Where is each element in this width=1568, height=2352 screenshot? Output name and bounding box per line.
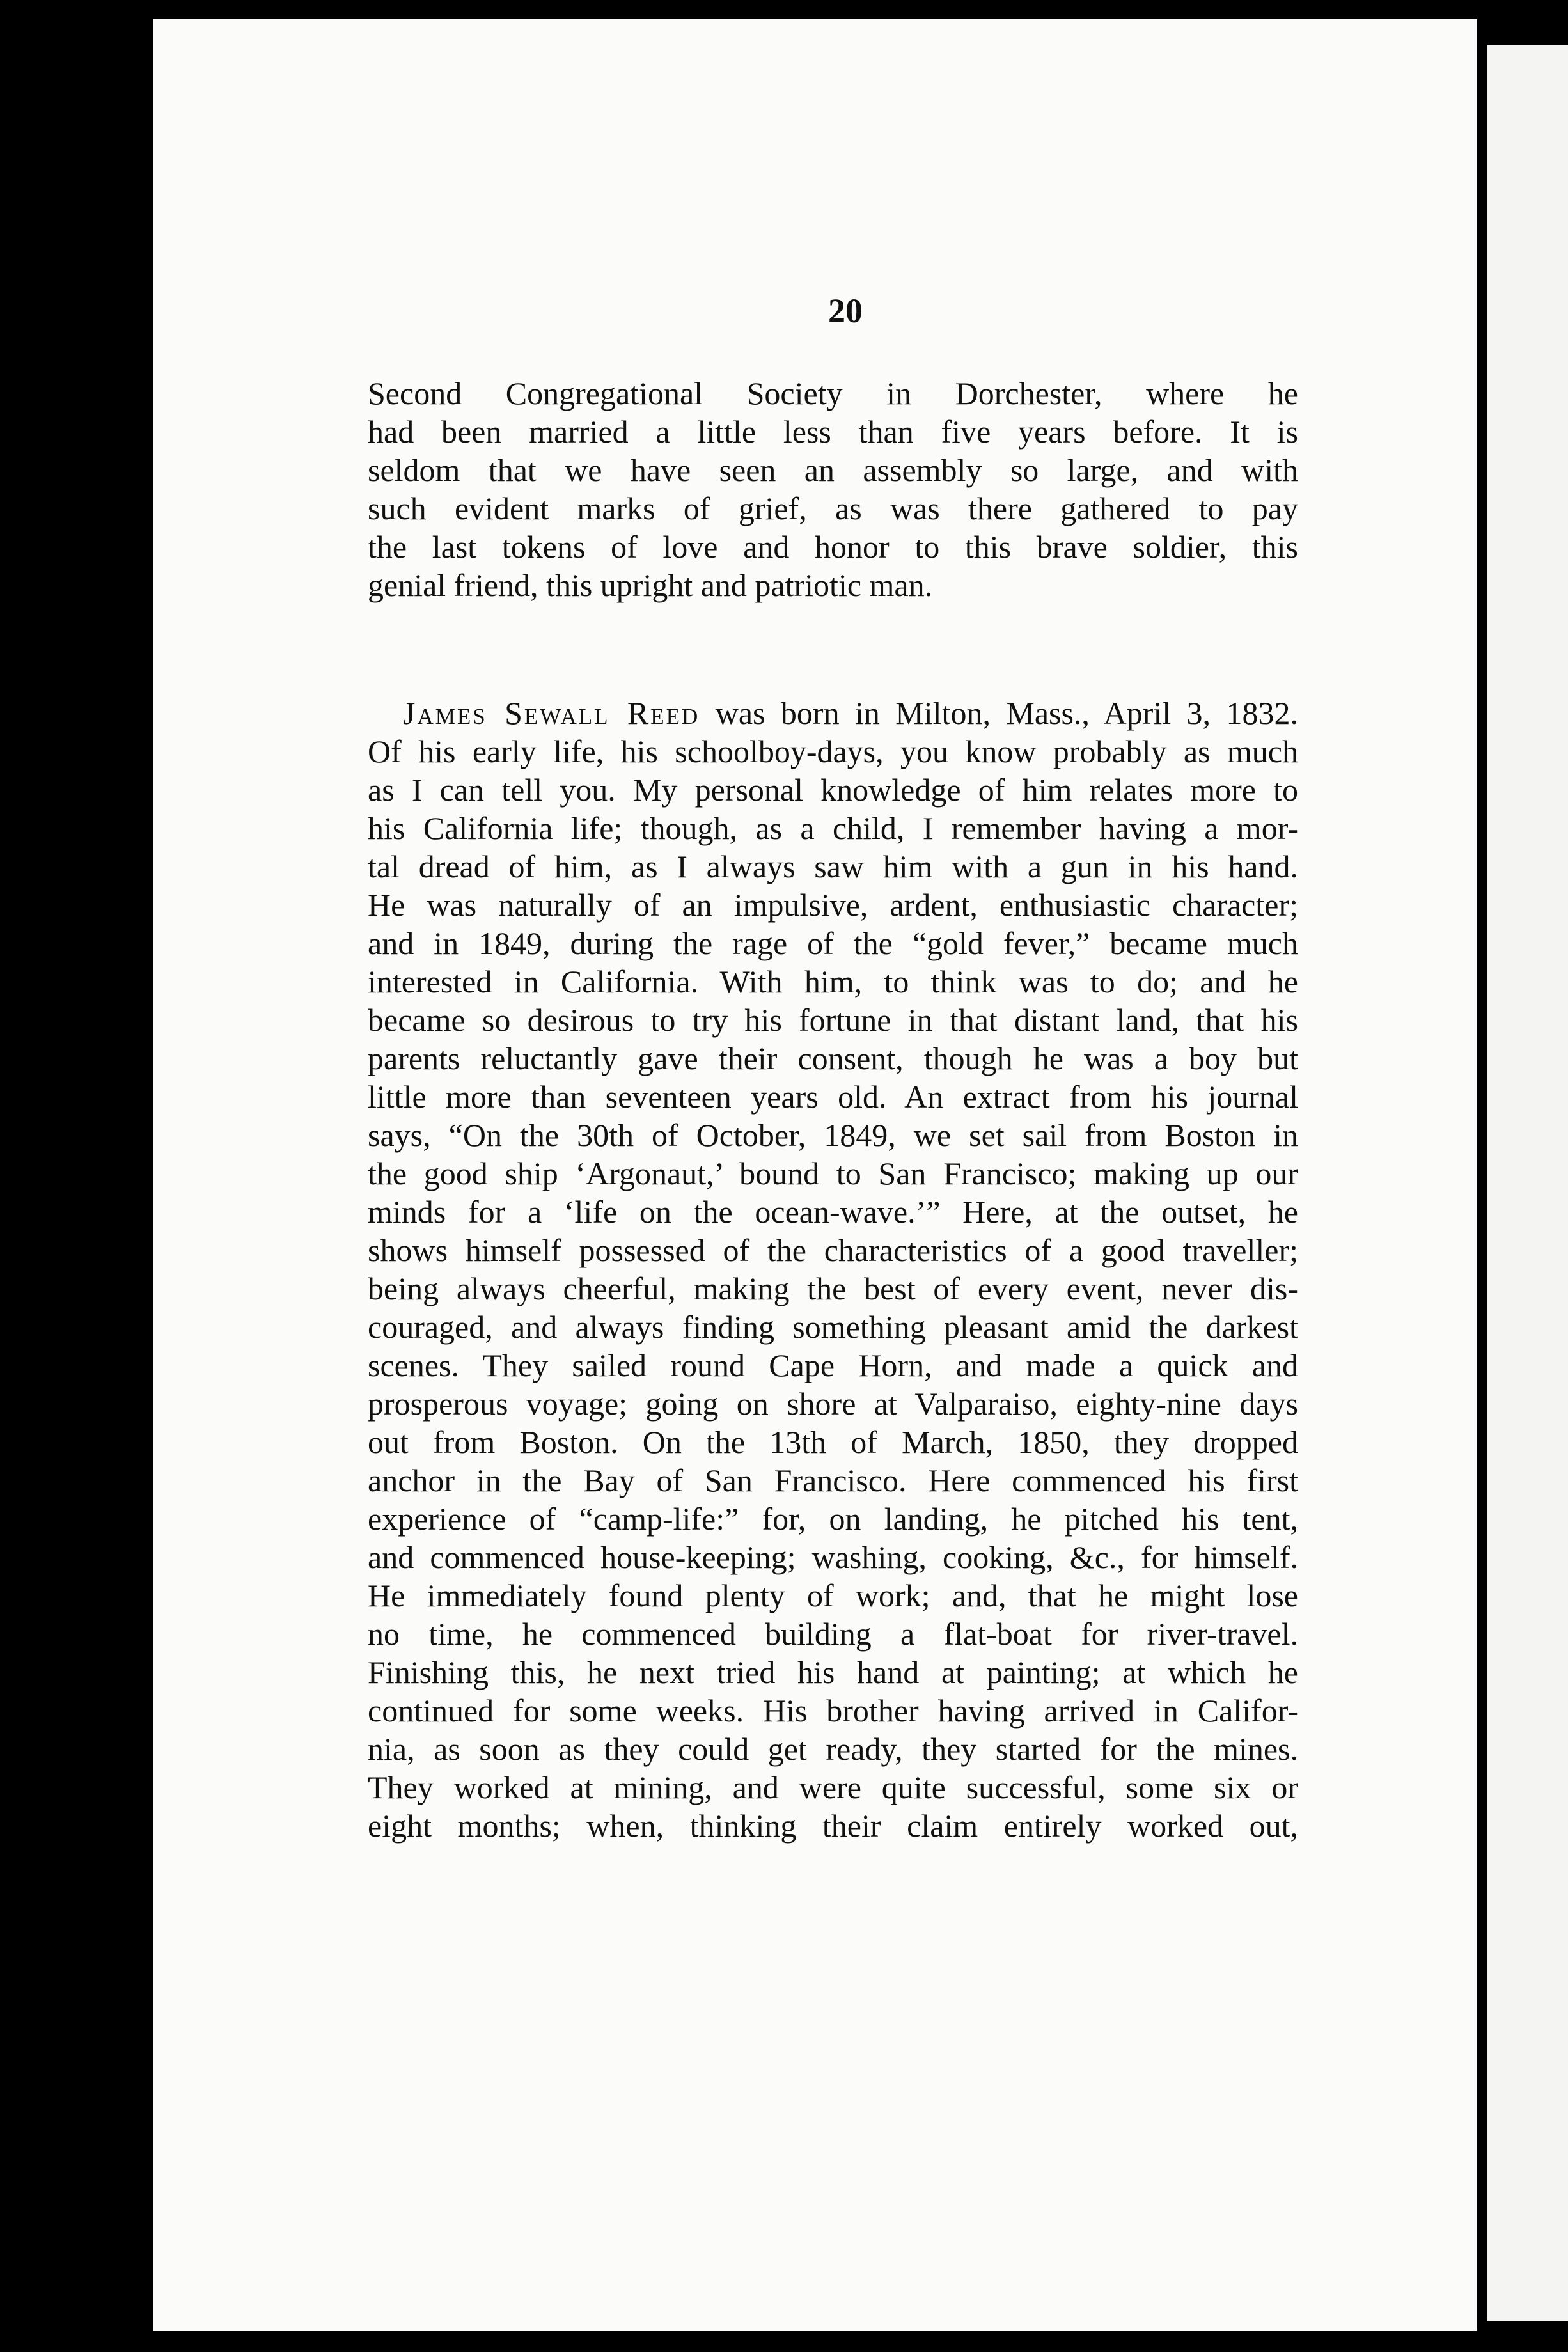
text-line: no time, he commenced building a flat-boat for river-travel. (368, 1616, 1298, 1652)
text-line: parents reluctantly gave their consent, though he was a boy but (368, 1040, 1298, 1076)
text-line: They worked at mining, and were quite successful, some six or (368, 1769, 1298, 1805)
text-line: He immediately found plenty of work; and, that he might lose (368, 1578, 1298, 1613)
text-line: experience of “camp-life:” for, on landing, he pitched his tent, (368, 1501, 1298, 1537)
text-line: as I can tell you. My personal knowledge of him relates more to (368, 772, 1298, 808)
text-line: continued for some weeks. His brother having arrived in Califor- (368, 1693, 1298, 1729)
text-line: and commenced house-keeping; washing, cooking, &c., for himself. (368, 1539, 1298, 1575)
facing-page-edge (1487, 45, 1568, 2321)
text-line: such evident marks of grief, as was there gathered to pay (368, 490, 1298, 526)
text-line: the good ship ‘Argonaut,’ bound to San Francisco; making up our (368, 1156, 1298, 1191)
text-line: anchor in the Bay of San Francisco. Here commenced his first (368, 1462, 1298, 1498)
text-line: seldom that we have seen an assembly so large, and with (368, 452, 1298, 488)
text-line: nia, as soon as they could get ready, they started for the mines. (368, 1731, 1298, 1767)
text-line: his California life; though, as a child, I remember having a mor- (368, 810, 1298, 846)
text-line: Of his early life, his schoolboy-days, you know probably as much (368, 733, 1298, 769)
text-line: tal dread of him, as I always saw him with a gun in his hand. (368, 849, 1298, 884)
text-line: Second Congregational Society in Dorchester, where he (368, 375, 1298, 411)
text-line: had been married a little less than five years before. It is (368, 414, 1298, 450)
text-line-first (368, 694, 1298, 732)
text-line: interested in California. With him, to think was to do; and he (368, 964, 1298, 1000)
text-line: the last tokens of love and honor to this brave soldier, this (368, 529, 1298, 565)
text-line: and in 1849, during the rage of the “gold fever,” became much (368, 925, 1298, 961)
text-line: became so desirous to try his fortune in that distant land, that his (368, 1002, 1298, 1038)
first-line-rest: was born in Milton, Mass., April 3, 1832. (700, 695, 1298, 731)
text-line: little more than seventeen years old. An extract from his journal (368, 1079, 1298, 1115)
paragraph-2 (368, 694, 1298, 1845)
text-line: He was naturally of an impulsive, ardent, enthusiastic character; (368, 887, 1298, 923)
text-line: scenes. They sailed round Cape Horn, and made a quick and (368, 1347, 1298, 1383)
text-line: out from Boston. On the 13th of March, 1850, they dropped (368, 1424, 1298, 1460)
page-gutter-shadow (1477, 38, 1487, 2328)
text-line: being always cheerful, making the best of every event, never dis- (368, 1271, 1298, 1306)
page-number: 20 (828, 292, 863, 330)
text-line: genial friend, this upright and patriotic man. (368, 567, 933, 603)
text-line: says, “On the 30th of October, 1849, we set sail from Boston in (368, 1117, 1298, 1153)
text-line: Finishing this, he next tried his hand at painting; at which he (368, 1654, 1298, 1690)
text-line: couraged, and always finding something pleasant amid the darkest (368, 1309, 1298, 1345)
text-line: shows himself possessed of the characteristics of a good traveller; (368, 1232, 1298, 1268)
text-line: eight months; when, thinking their claim entirely worked out, (368, 1808, 1298, 1844)
text-line: prosperous voyage; going on shore at Valparaiso, eighty-nine days (368, 1386, 1298, 1422)
paragraph-1 (368, 374, 1298, 604)
subject-name: James Sewall Reed (403, 695, 700, 731)
text-line: minds for a ‘life on the ocean-wave.’” Here, at the outset, he (368, 1194, 1298, 1230)
